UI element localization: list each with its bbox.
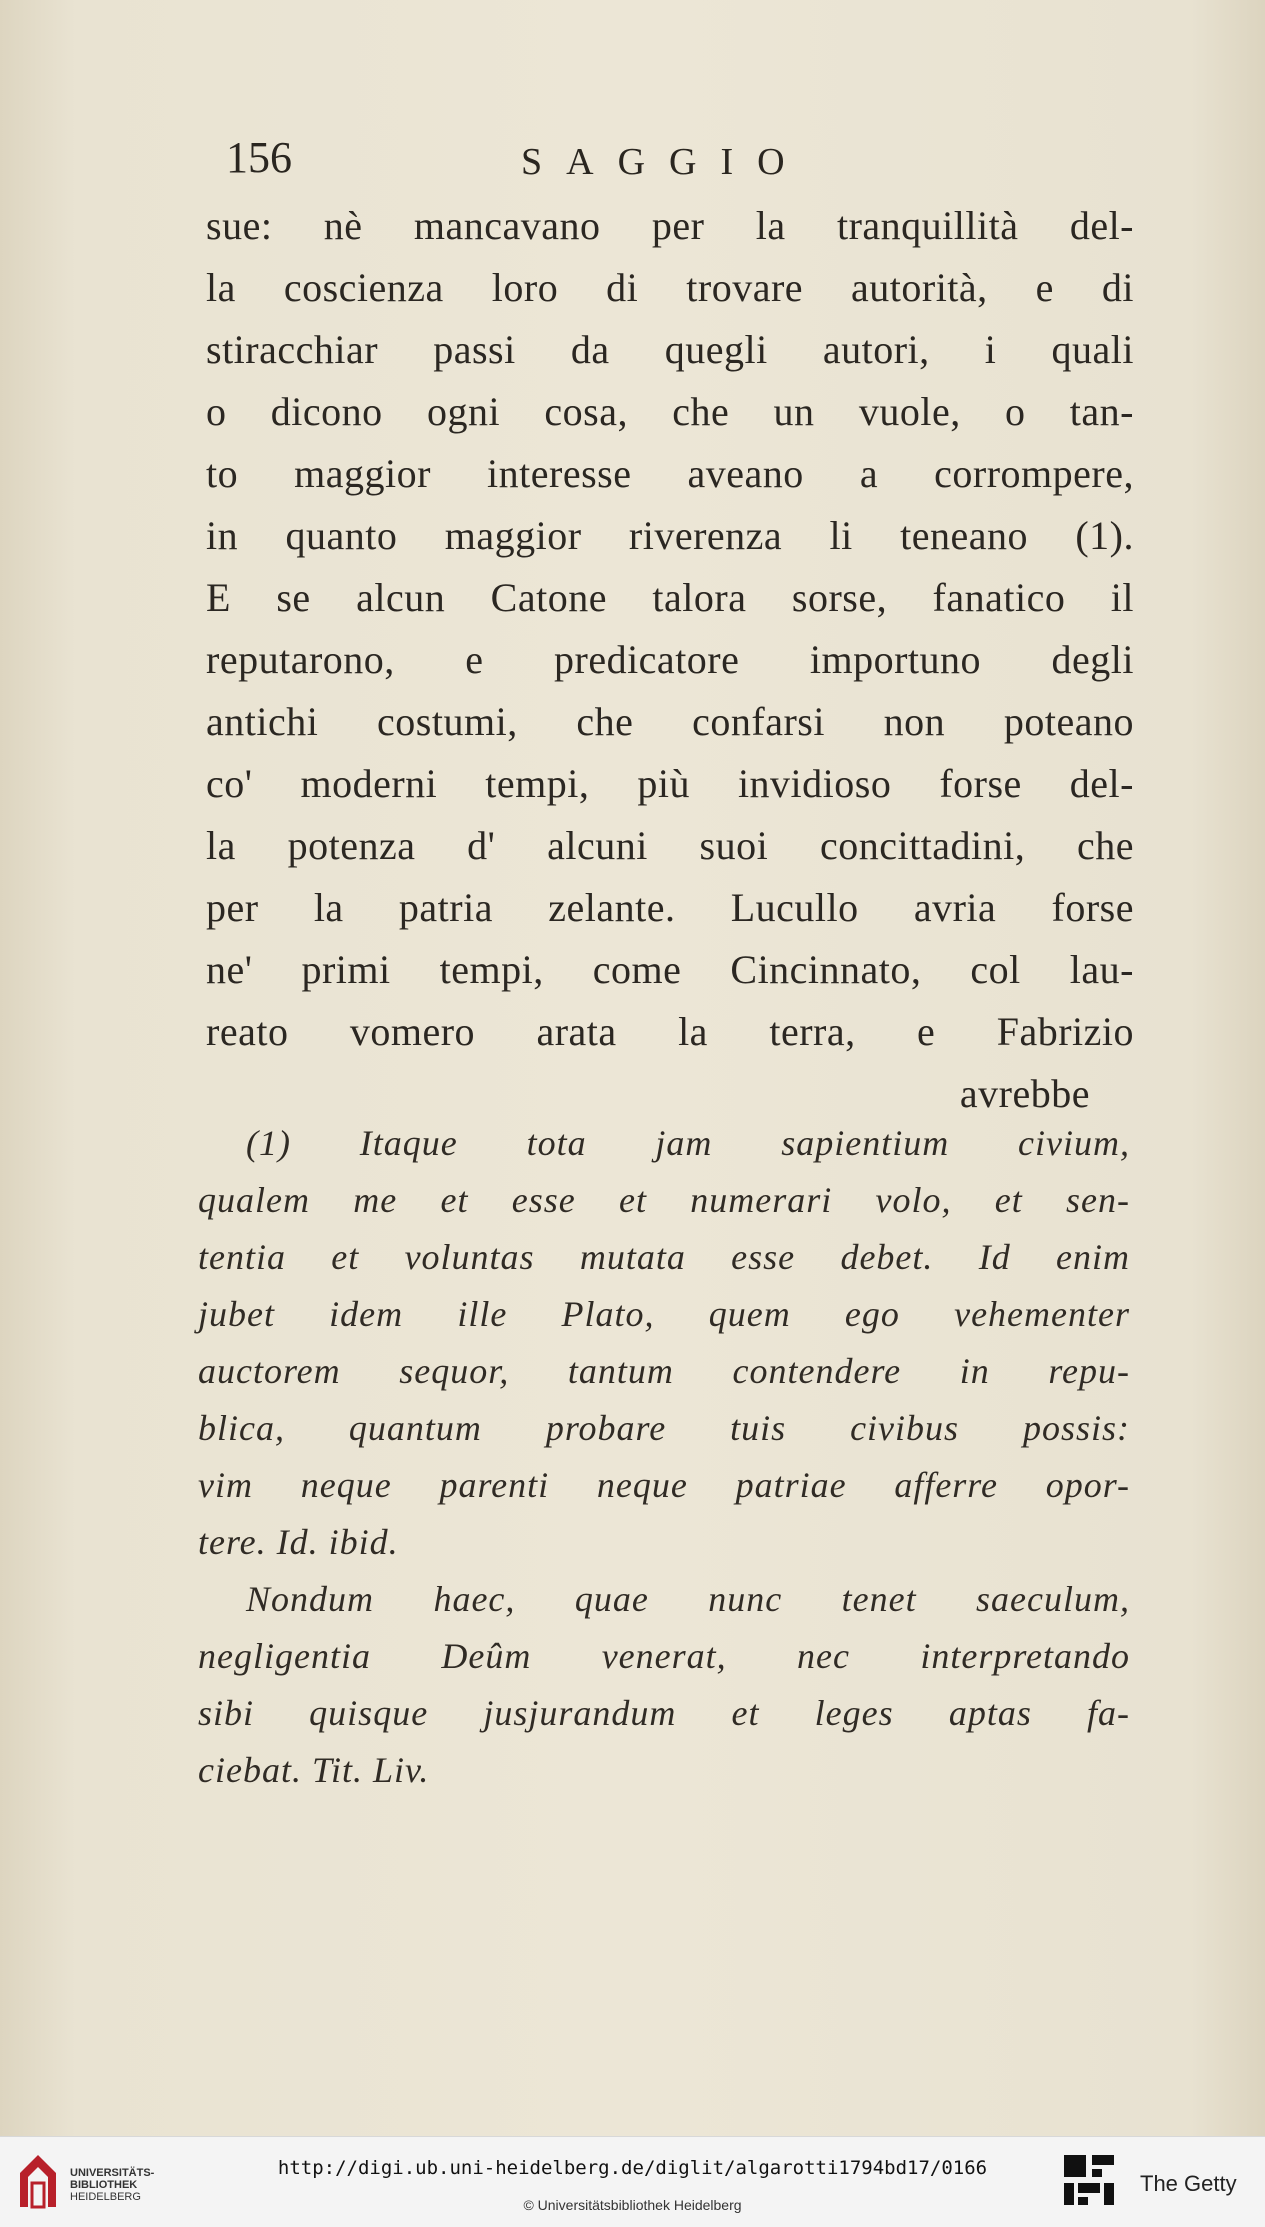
footnote-line: ciebat. Tit. Liv. (198, 1750, 430, 1790)
text-line: per la patria zelante. Lucullo avria forse (206, 885, 1134, 930)
catchword: avrebbe (959, 1071, 1090, 1116)
footnotes (198, 1115, 1130, 1799)
getty-logo[interactable] (1062, 2149, 1262, 2215)
main-text (206, 195, 1134, 1125)
library-name-line: UNIVERSITÄTS- (70, 2167, 155, 2179)
footnote-line: jubet idem ille Plato, quem ego vehementer (198, 1294, 1130, 1334)
text-line: stiracchiar passi da quegli autori, i quali (206, 327, 1134, 372)
footnote-line: (1) Itaque tota jam sapientium civium, (246, 1123, 1130, 1163)
footnote-line: Nondum haec, quae nunc tenet saeculum, (246, 1579, 1130, 1619)
copyright-notice: © Universitätsbibliothek Heidelberg (523, 2197, 742, 2213)
partner-name: The Getty (1140, 2171, 1237, 2196)
text-line: la coscienza loro di trovare autorità, e di (206, 265, 1134, 310)
text-line: to maggior interesse aveano a corrompere, (206, 451, 1134, 496)
library-name-line: HEIDELBERG (70, 2191, 141, 2203)
viewer-footer (0, 2136, 1265, 2227)
text-line: reputarono, e predicatore importuno degli (206, 637, 1134, 682)
text-line: in quanto maggior riverenza li teneano (1). (206, 513, 1134, 558)
footnote-line: negligentia Deûm venerat, nec interpretando (198, 1636, 1130, 1676)
text-line: reato vomero arata la terra, e Fabrizio (206, 1009, 1134, 1054)
text-line: co' moderni tempi, più invidioso forse del- (206, 761, 1134, 806)
permalink-url[interactable]: http://digi.ub.uni-heidelberg.de/diglit/algarotti1794bd17/0166 (277, 2157, 988, 2179)
getty-icon (1062, 2153, 1118, 2209)
footnote-line: sibi quisque jusjurandum et leges aptas fa- (198, 1693, 1130, 1733)
text-line: E se alcun Catone talora sorse, fanatico il (206, 575, 1134, 620)
footnote-line: tere. Id. ibid. (198, 1522, 399, 1562)
footnote-line: auctorem sequor, tantum contendere in repu- (198, 1351, 1130, 1391)
footnote-line: vim neque parenti neque patriae afferre opor- (198, 1465, 1130, 1505)
footnote-line: blica, quantum probare tuis civibus possis: (198, 1408, 1130, 1448)
text-line: la potenza d' alcuni suoi concittadini, che (206, 823, 1134, 868)
text-line: sue: nè mancavano per la tranquillità del- (206, 203, 1134, 248)
text-line: o dicono ogni cosa, che un vuole, o tan- (206, 389, 1134, 434)
page-number: 156 (226, 133, 292, 182)
running-title: SAGGIO (521, 141, 809, 183)
footnote-line: qualem me et esse et numerari volo, et sen- (198, 1180, 1130, 1220)
page-header (226, 132, 1146, 192)
footnote-line: tentia et voluntas mutata esse debet. Id enim (198, 1237, 1130, 1277)
text-line: ne' primi tempi, come Cincinnato, col lau- (206, 947, 1134, 992)
text-line: antichi costumi, che confarsi non poteano (206, 699, 1134, 744)
library-name-line: BIBLIOTHEK (70, 2179, 138, 2191)
